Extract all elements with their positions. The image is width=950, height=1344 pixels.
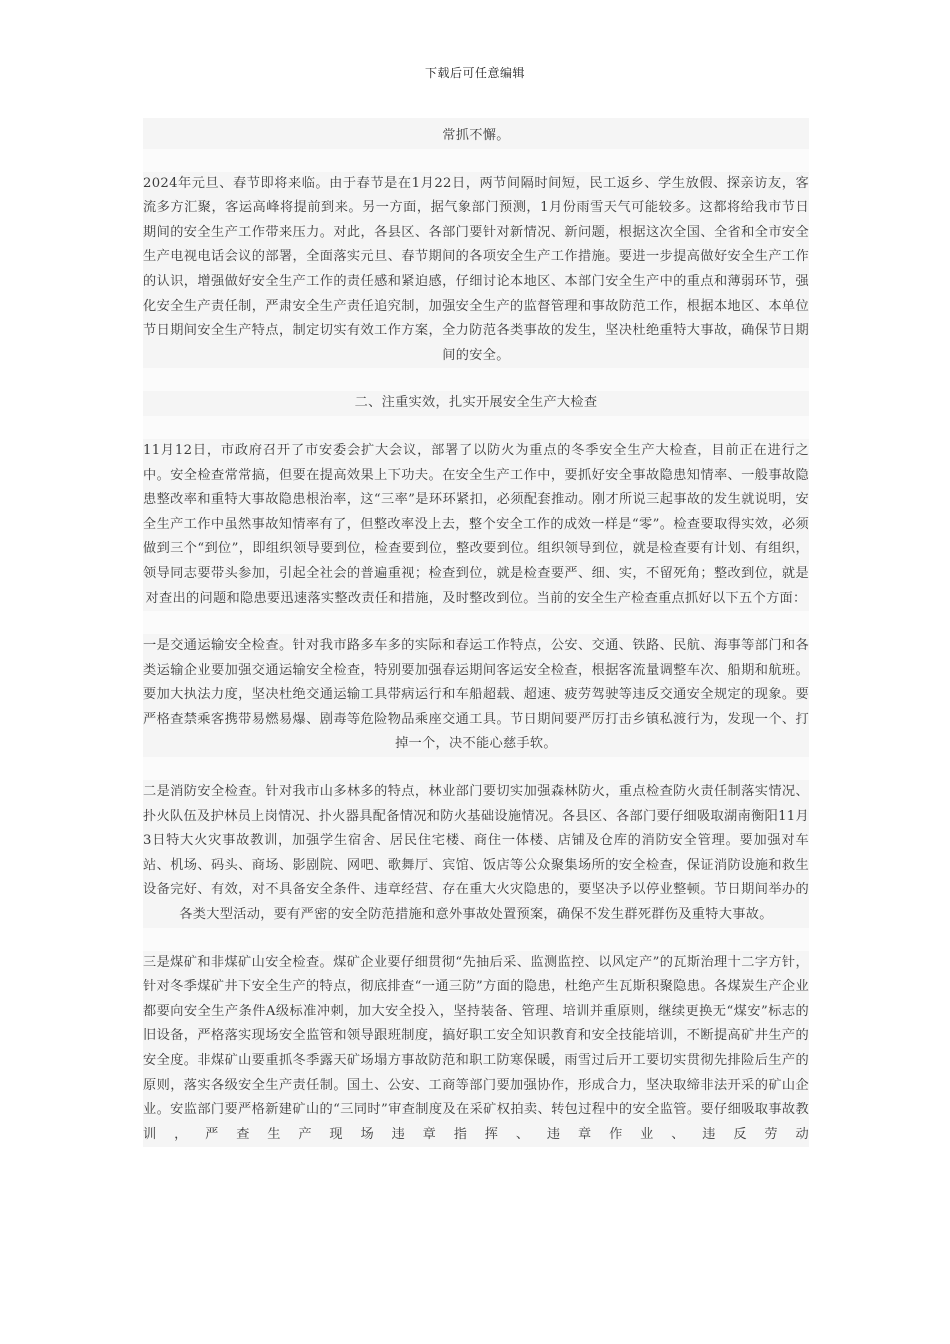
section-2-heading: 二、注重实效，扎实开展安全生产大检查 bbox=[354, 395, 598, 411]
paragraph-block bbox=[143, 439, 809, 611]
page-header-note: 下载后可任意编辑 bbox=[424, 66, 525, 80]
paragraph-3: 一是交通运输安全检查。针对我市路多车多的实际和春运工作特点，公安、交通、铁路、民航、海事等部门和各类运输企业要加强交通运输安全检查，特别要加强春运期间客运安全检查，根据客流量调整车次、船期和航班。要加大执法力度，坚决杜绝交通运输工具带病运行和车船超载、超速、疲劳驾驶等违反交通安全规定的现象。要严格查禁乘客携带易燃易爆、剧毒等危险物品乘座交通工具。节日期间要严厉打击乡镇私渡行为，发现一个、打掉一个，决不能心慈手软。 bbox=[143, 638, 809, 752]
paragraph-2: 11月12日，市政府召开了市安委会扩大会议，部署了以防火为重点的冬季安全生产大检查，目前正在进行之中。安全检查常常搞，但要在提高效果上下功夫。在安全生产工作中，要抓好安全事故隐患知情率、一般事故隐患整改率和重特大事故隐患根治率，这“三率”是环环紧扣，必须配套推动。刚才所说三起事故的发生就说明，安全生产工作中虽然事故知情率有了，但整改率没上去，整个安全工作的成效一样是“零”。检查要取得实效，必须做到三个“到位”，即组织领导要到位，检查要到位，整改要到位。组织领导到位，就是检查要有计划、有组织，领导同志要带头参加，引起全社会的普遍重视；检查到位，就是检查要严、细、实，不留死角；整改到位，就是对查出的问题和隐患要迅速落实整改责任和措施，及时整改到位。当前的安全生产检查重点抓好以下五个方面： bbox=[143, 442, 809, 606]
paragraph-4: 二是消防安全检查。针对我市山多林多的特点，林业部门要切实加强森林防火，重点检查防火责任制落实情况、扑火队伍及护林员上岗情况、扑火器具配备情况和防火基础设施情况。各县区、各部门要仔细吸取湖南衡阳11月3日特大火灾事故教训，加强学生宿舍、居民住宅楼、商住一体楼、店铺及仓库的消防安全管理。要加强对车站、机场、码头、商场、影剧院、网吧、歌舞厅、宾馆、饭店等公众聚集场所的安全检查，保证消防设施和救生设备完好、有效，对不具备安全条件、违章经营、存在重大火灾隐患的，要坚决予以停业整顿。节日期间举办的各类大型活动，要有严密的安全防范措施和意外事故处置预案，确保不发生群死群伤及重特大事故。 bbox=[143, 784, 809, 923]
paragraph-block bbox=[143, 780, 809, 928]
paragraph-block bbox=[143, 634, 809, 757]
paragraph-5: 三是煤矿和非煤矿山安全检查。煤矿企业要仔细贯彻“先抽后采、监测监控、以风定产”的瓦斯治理十二字方针，针对冬季煤矿井下安全生产的特点，彻底排查“一通三防”方面的隐患，杜绝产生瓦斯积聚隐患。各煤炭生产企业都要向安全生产条件A级标准冲刺，加大安全投入，坚持装备、管理、培训并重原则，继续更换无“煤安”标志的旧设备，严格落实现场安全监管和领导跟班制度，搞好职工安全知识教育和安全技能培训，不断提高矿井生产的安全度。非煤矿山要重抓冬季露天矿场塌方事故防范和职工防寒保暖，雨雪过后开工要切实贯彻先排险后生产的原则，落实各级安全生产责任制。国土、公安、工商等部门要加强协作，形成合力，坚决取缔非法开采的矿山企业。安监部门要严格新建矿山的“三同时”审查制度及在采矿权拍卖、转包过程中的安全监管。要仔细吸取事故教训，严查生产现场违章指挥、违章作业、违反劳动 bbox=[143, 954, 809, 1142]
section-heading-block bbox=[143, 391, 809, 416]
document-body bbox=[143, 118, 809, 1147]
paragraph-1: 2024年元旦、春节即将来临。由于春节是在1月22日，两节间隔时间短，民工返乡、学生放假、探亲访友，客流多方汇聚，客运高峰将提前到来。另一方面，据气象部门预测，1月份雨雪天气可能较多。这都将给我市节日期间的安全生产工作带来压力。对此，各县区、各部门要针对新情况、新问题，根据这次全国、全省和全市安全生产电视电话会议的部署，全面落实元旦、春节期间的各项安全生产工作措施。要进一步提高做好安全生产工作的认识，增强做好安全生产工作的责任感和紧迫感，仔细讨论本地区、本部门安全生产中的重点和薄弱环节，强化安全生产责任制，严肃安全生产责任追究制，加强安全生产的监督管理和事故防范工作，根据本地区、本单位节日期间安全生产特点，制定切实有效工作方案，全力防范各类事故的发生，坚决杜绝重特大事故，确保节日期间的安全。 bbox=[143, 175, 809, 363]
paragraph-block bbox=[143, 118, 809, 149]
paragraph-block bbox=[143, 951, 809, 1148]
intro-tail-text: 常抓不懈。 bbox=[442, 128, 510, 143]
paragraph-block bbox=[143, 172, 809, 369]
